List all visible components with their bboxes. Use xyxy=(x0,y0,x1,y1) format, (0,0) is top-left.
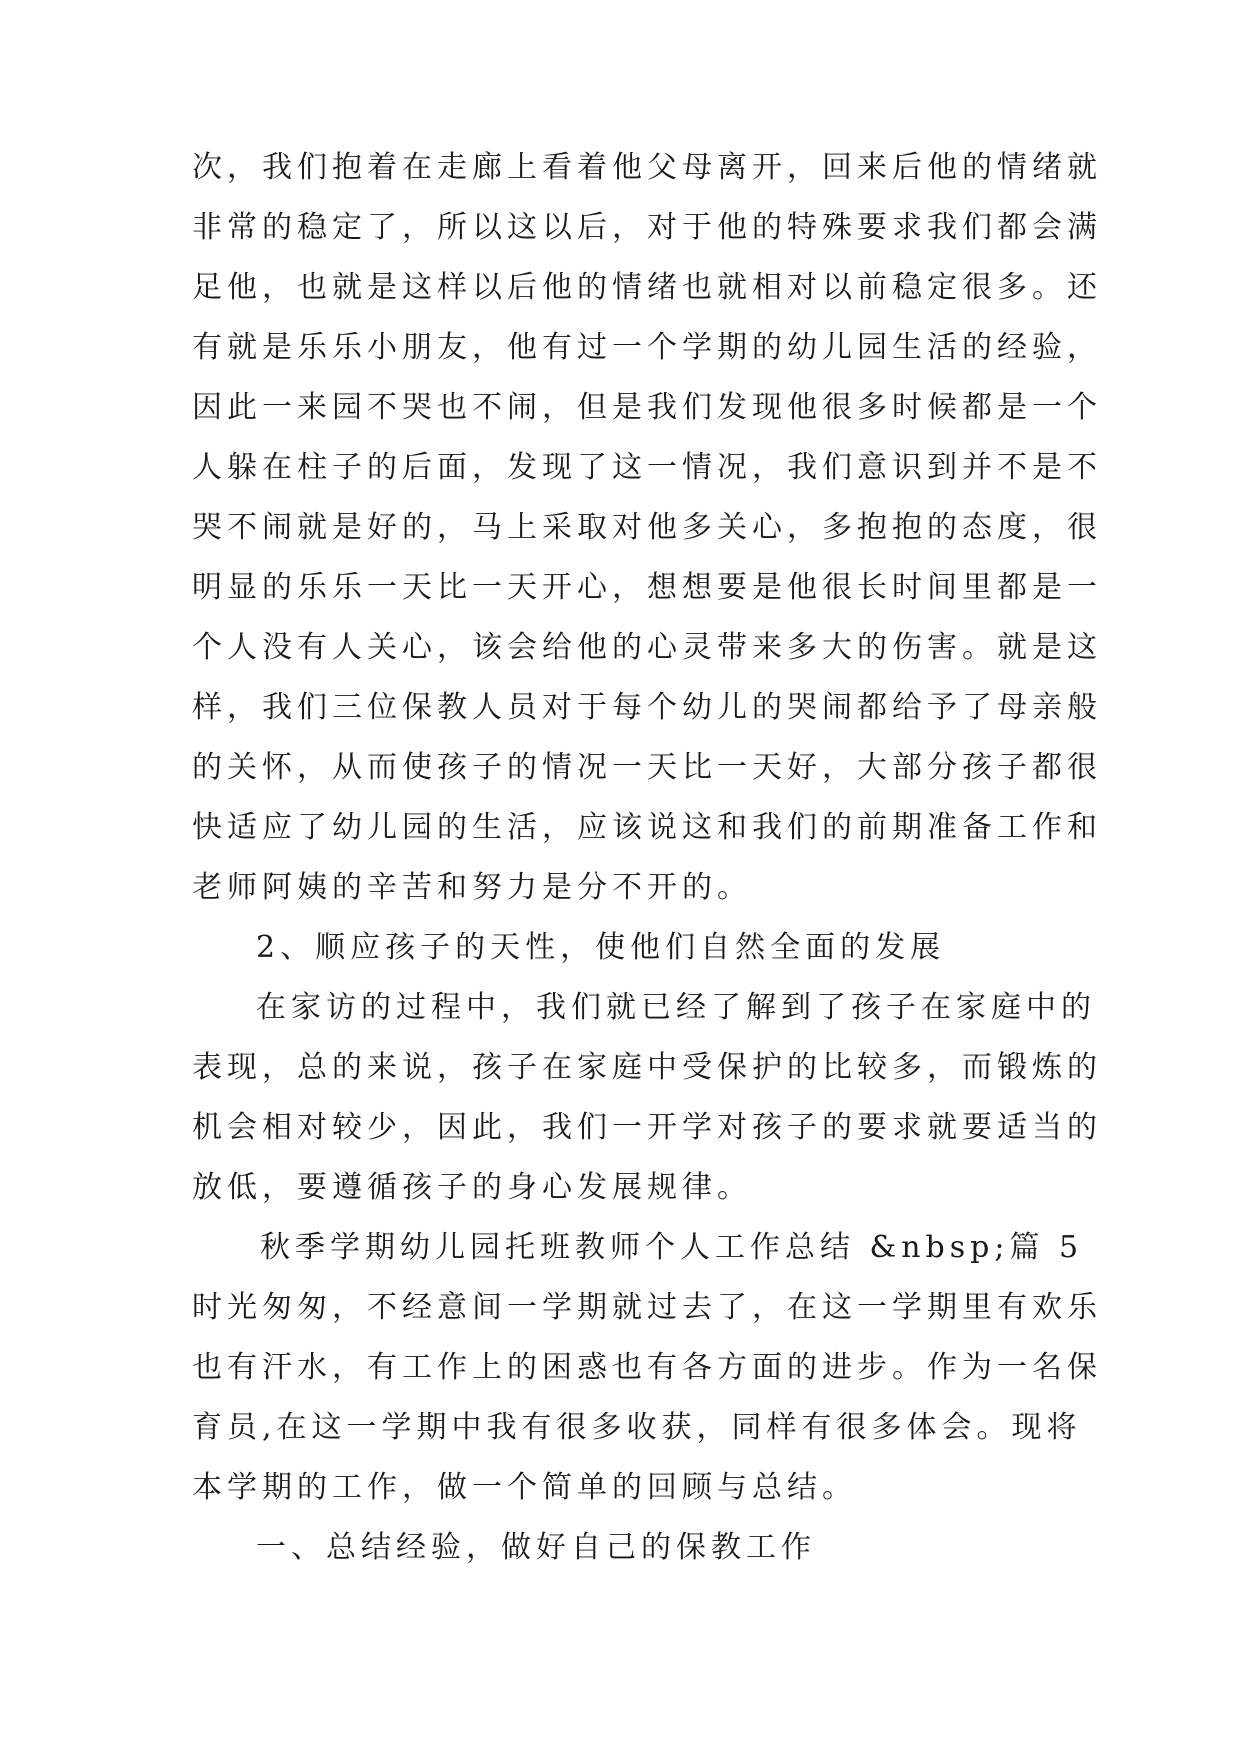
paragraph-line: 非常的稳定了，所以这以后，对于他的特殊要求我们都会满 xyxy=(192,210,1102,245)
paragraph-line: 放低，要遵循孩子的身心发展规律。 xyxy=(192,1170,752,1205)
paragraph-line: 快适应了幼儿园的生活，应该说这和我们的前期准备工作和 xyxy=(192,810,1102,845)
section-heading: 2、顺应孩子的天性，使他们自然全面的发展 xyxy=(256,930,946,965)
paragraph-line: 个人没有人关心，该会给他的心灵带来多大的伤害。就是这 xyxy=(192,630,1102,665)
paragraph-line: 也有汗水，有工作上的困惑也有各方面的进步。作为一名保 xyxy=(192,1350,1102,1385)
paragraph-line: 足他，也就是这样以后他的情绪也就相对以前稳定很多。还 xyxy=(192,270,1102,305)
paragraph-line: 明显的乐乐一天比一天开心，想想要是他很长时间里都是一 xyxy=(192,570,1102,605)
paragraph-line: 在家访的过程中，我们就已经了解到了孩子在家庭中的 xyxy=(256,990,1096,1025)
paragraph-line: 表现，总的来说，孩子在家庭中受保护的比较多，而锻炼的 xyxy=(192,1050,1102,1085)
paragraph-line: 样，我们三位保教人员对于每个幼儿的哭闹都给予了母亲般 xyxy=(192,690,1102,725)
paragraph-line: 哭不闹就是好的，马上采取对他多关心，多抱抱的态度，很 xyxy=(192,510,1102,545)
paragraph-line: 因此一来园不哭也不闹，但是我们发现他很多时候都是一个 xyxy=(192,390,1102,425)
paragraph-line: 老师阿姨的辛苦和努力是分不开的。 xyxy=(192,870,752,905)
paragraph-line: 有就是乐乐小朋友，他有过一个学期的幼儿园生活的经验， xyxy=(192,330,1102,365)
paragraph-line: 的关怀，从而使孩子的情况一天比一天好，大部分孩子都很 xyxy=(192,750,1102,785)
paragraph-line: 本学期的工作，做一个简单的回顾与总结。 xyxy=(192,1470,857,1505)
article-title: 秋季学期幼儿园托班教师个人工作总结 &nbsp;篇 5 xyxy=(260,1230,1084,1265)
section-heading: 一、总结经验，做好自己的保教工作 xyxy=(256,1530,816,1565)
paragraph-line: 人躲在柱子的后面，发现了这一情况，我们意识到并不是不 xyxy=(192,450,1102,485)
paragraph-line: 时光匆匆，不经意间一学期就过去了，在这一学期里有欢乐 xyxy=(192,1290,1102,1325)
paragraph-line: 机会相对较少，因此，我们一开学对孩子的要求就要适当的 xyxy=(192,1110,1102,1145)
paragraph-line: 育员,在这一学期中我有很多收获，同样有很多体会。现将 xyxy=(192,1410,1082,1445)
paragraph-line: 次，我们抱着在走廊上看着他父母离开，回来后他的情绪就 xyxy=(192,150,1102,185)
